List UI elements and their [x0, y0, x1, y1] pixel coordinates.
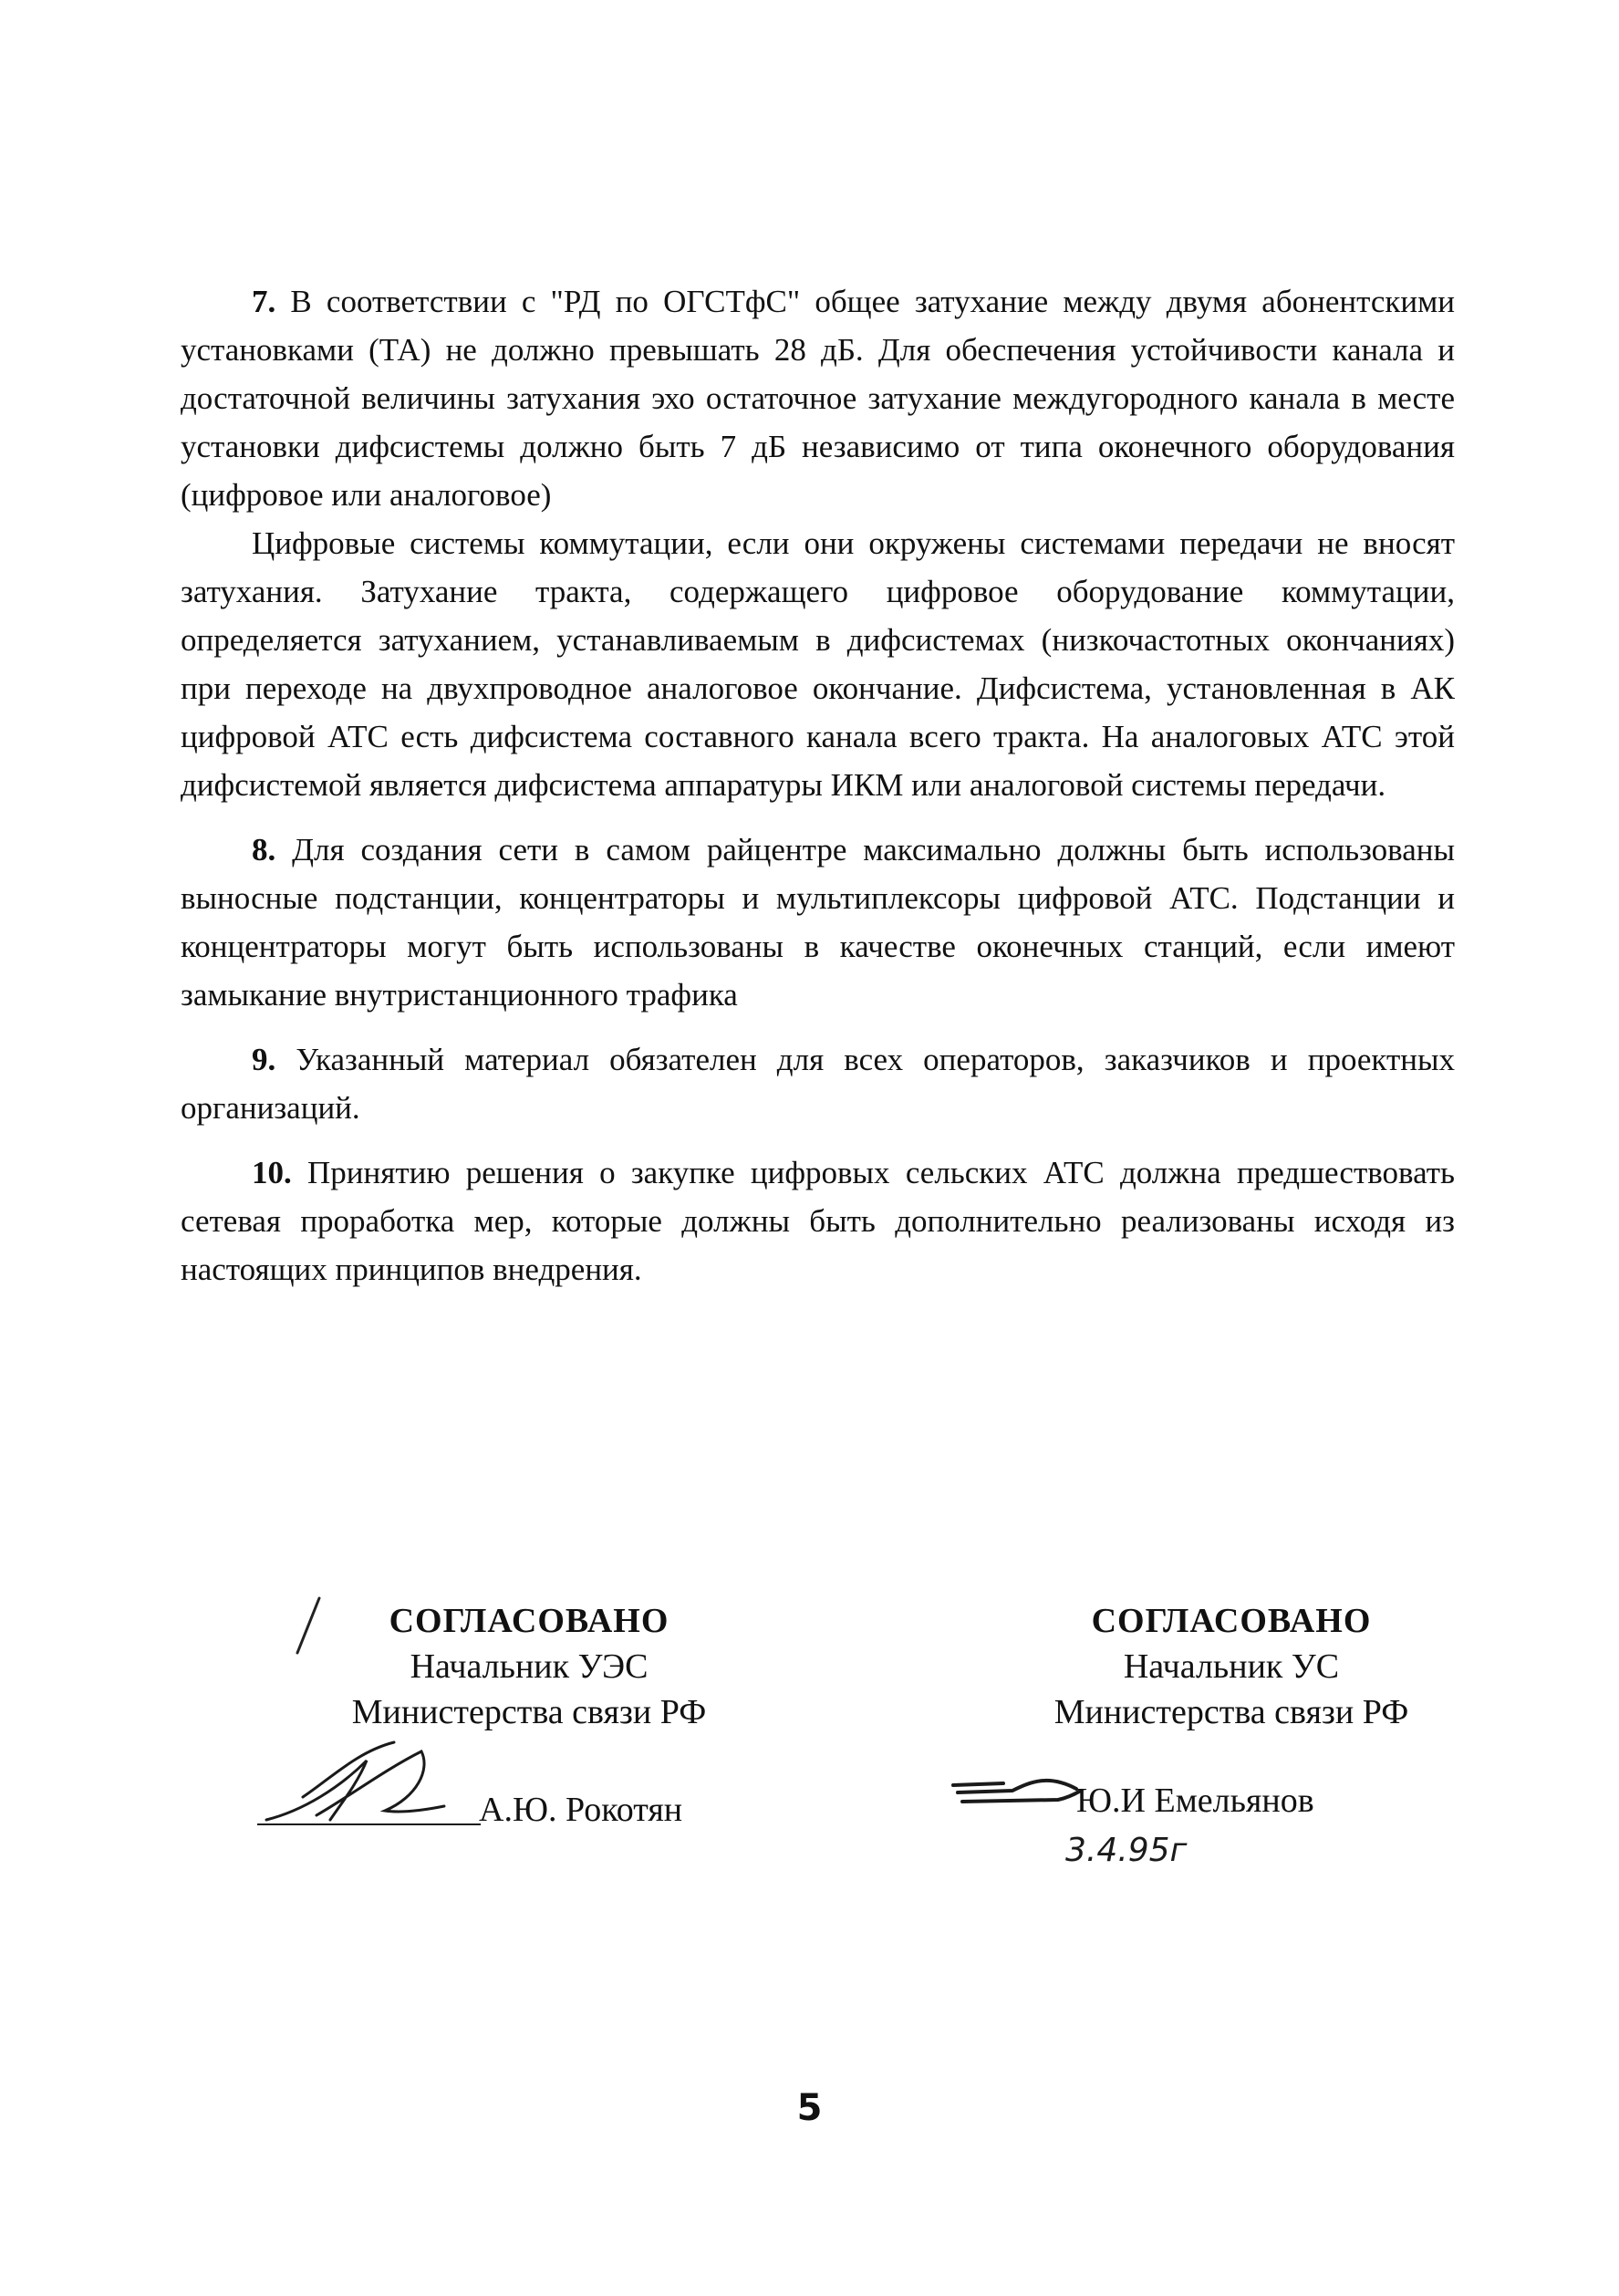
- signature-right: [949, 1765, 1085, 1820]
- signature-left: [248, 1733, 485, 1834]
- paragraph-text: В соответствии с "РД по ОГСТфС" общее затухание между двумя абонентскими установками (ТА) не должно превышать 28 дБ. Для обеспечения устойчивости канала и достаточной величины затухания эхо остаточное затухание междугородного канала в месте установки дифсистемы должно быть 7 дБ независимо от типа оконечного оборудования (цифровое или аналоговое): [181, 284, 1455, 513]
- paragraph-text: Для создания сети в самом райцентре максимально должны быть использованы выносные подстанции, концентраторы и мультиплексоры цифровой АТС. Подстанции и концентраторы могут быть использованы в качестве оконечных станций, если имеют замыкание внутристанционного трафика: [181, 832, 1455, 1013]
- approval-position: Начальник УС: [1123, 1647, 1340, 1686]
- date-note-text: 3.4.95г: [1065, 1832, 1188, 1869]
- paragraph-text: Принятию решения о закупке цифровых сельских АТС должна предшествовать сетевая проработка мер, которые должны быть дополнительно реализованы исходя из настоящих принципов внедрения.: [181, 1155, 1455, 1287]
- paragraph-number: 10.: [252, 1155, 292, 1190]
- body-text: [181, 277, 1455, 1293]
- paragraph-7-continued: [181, 519, 1455, 809]
- page-number: 5: [796, 2087, 823, 2129]
- approval-organization: Министерства связи РФ: [1053, 1693, 1409, 1731]
- paragraph-text: Цифровые системы коммутации, если они окружены системами передачи не вносят затухания. Затухание тракта, содержащего цифровое оборудование коммутации, определяется затуханием, устанавливаемым в дифсистемах (низкочастотных окончаниях) при переходе на двухпроводное аналоговое окончание. Дифсистема, установленная в АК цифровой АТС есть дифсистема составного канала всего тракта. На аналоговых АТС этой дифсистемой является дифсистема аппаратуры ИКМ или аналоговой системы передачи.: [181, 525, 1455, 803]
- approval-organization: Министерства связи РФ: [351, 1693, 707, 1731]
- approval-title: СОГЛАСОВАНО: [389, 1602, 669, 1640]
- approval-right: [939, 1598, 1523, 1735]
- paragraph-8: [181, 826, 1455, 1019]
- approval-position: Начальник УЭС: [410, 1647, 649, 1686]
- paragraph-number: 8.: [252, 832, 276, 867]
- paragraph-text: Указанный материал обязателен для всех операторов, заказчиков и проектных организаций.: [181, 1042, 1455, 1126]
- approval-name: А.Ю. Рокотян: [479, 1791, 683, 1829]
- paragraph-number: 9.: [252, 1042, 276, 1077]
- approval-left: [237, 1598, 821, 1735]
- paragraph-number: 7.: [252, 284, 276, 319]
- approval-title: СОГЛАСОВАНО: [1091, 1602, 1372, 1640]
- approval-name: Ю.И Емельянов: [1076, 1782, 1314, 1820]
- date-note: [1058, 1826, 1277, 1881]
- paragraph-7: [181, 277, 1455, 519]
- paragraph-10: [181, 1148, 1455, 1293]
- paragraph-9: [181, 1035, 1455, 1132]
